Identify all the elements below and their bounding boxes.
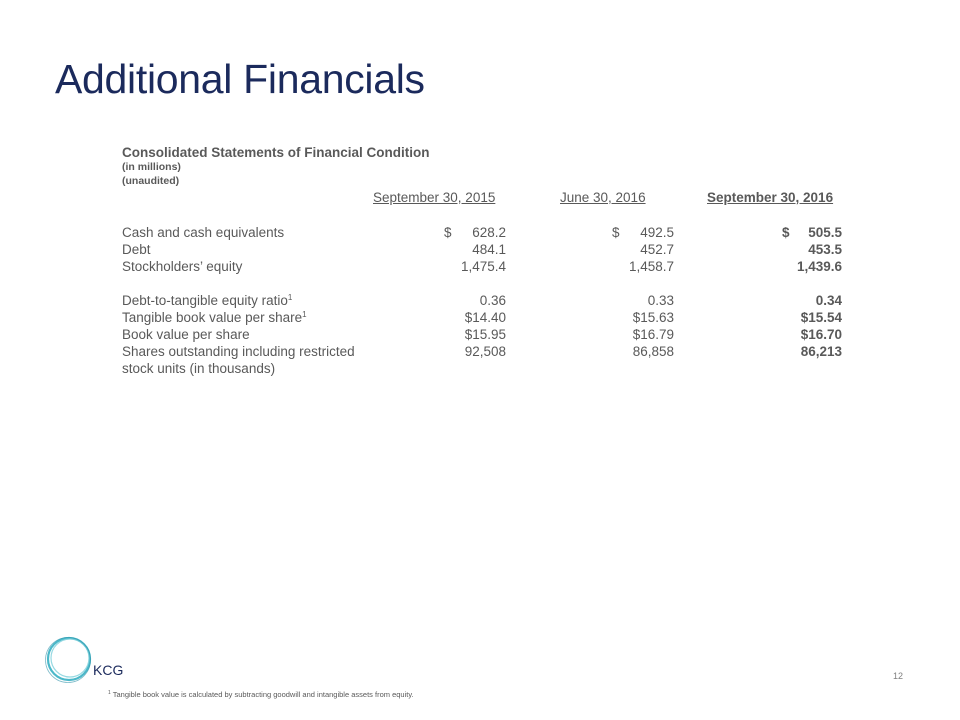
kcg-logo-icon bbox=[44, 634, 94, 684]
row-label bbox=[122, 310, 307, 325]
row-label-text: Tangible book value per share bbox=[122, 310, 303, 325]
row-label-line2: stock units (in thousands) bbox=[122, 361, 276, 376]
currency-symbol: $ bbox=[444, 225, 452, 240]
value-sep-2015: 92,508 bbox=[464, 344, 506, 359]
value-sep-2015: $15.95 bbox=[464, 327, 506, 342]
table-audit-note: (unaudited) bbox=[122, 175, 180, 187]
table-row-shares bbox=[122, 344, 842, 378]
value-jun-2016: 492.5 bbox=[640, 225, 674, 240]
row-label: Stockholders’ equity bbox=[122, 259, 243, 274]
value-sep-2015: 628.2 bbox=[472, 225, 506, 240]
column-header-jun-2016: June 30, 2016 bbox=[560, 190, 646, 205]
value-sep-2015: $14.40 bbox=[464, 310, 506, 325]
table-row-tangible-bv bbox=[122, 310, 842, 327]
value-sep-2016: 505.5 bbox=[808, 225, 842, 240]
currency-symbol: $ bbox=[782, 225, 790, 240]
table-row-debt bbox=[122, 242, 842, 259]
value-sep-2016: 453.5 bbox=[808, 242, 842, 257]
table-row-debt-ratio bbox=[122, 293, 842, 310]
row-label-text: Debt-to-tangible equity ratio bbox=[122, 293, 288, 308]
value-sep-2016: $15.54 bbox=[800, 310, 842, 325]
row-label: Debt bbox=[122, 242, 151, 257]
table-row-cash bbox=[122, 225, 842, 242]
footnote bbox=[108, 690, 414, 699]
row-label: Cash and cash equivalents bbox=[122, 225, 285, 240]
value-jun-2016: 86,858 bbox=[632, 344, 674, 359]
footnote-ref: 1 bbox=[302, 310, 307, 319]
page-number: 12 bbox=[893, 671, 904, 681]
currency-symbol: $ bbox=[612, 225, 620, 240]
value-jun-2016: 0.33 bbox=[647, 293, 674, 308]
footnote-ref: 1 bbox=[287, 293, 293, 302]
value-jun-2016: $16.79 bbox=[632, 327, 674, 342]
logo-text: KCG bbox=[93, 662, 124, 678]
row-label: Book value per share bbox=[122, 327, 250, 342]
value-sep-2015: 1,475.4 bbox=[460, 259, 506, 274]
value-jun-2016: $15.63 bbox=[632, 310, 674, 325]
page-title: Additional Financials bbox=[55, 56, 425, 102]
row-label: Shares outstanding including restricted bbox=[122, 344, 355, 359]
value-jun-2016: 1,458.7 bbox=[628, 259, 674, 274]
table-header bbox=[122, 145, 430, 188]
footnote-mark: 1 bbox=[108, 690, 111, 696]
table-heading: Consolidated Statements of Financial Condition bbox=[122, 145, 430, 160]
column-header-sep-2015: September 30, 2015 bbox=[373, 190, 496, 205]
value-sep-2016: 86,213 bbox=[800, 344, 842, 359]
value-sep-2016: $16.70 bbox=[800, 327, 842, 342]
footnote-text: Tangible book value is calculated by subtracting goodwill and intangible assets from equity. bbox=[112, 690, 414, 699]
table-units: (in millions) bbox=[122, 161, 181, 173]
value-sep-2015: 0.36 bbox=[479, 293, 506, 308]
table-row-equity bbox=[122, 259, 842, 276]
column-header-sep-2016: September 30, 2016 bbox=[707, 190, 834, 205]
value-jun-2016: 452.7 bbox=[640, 242, 674, 257]
table-row-bv bbox=[122, 327, 842, 344]
value-sep-2016: 0.34 bbox=[815, 293, 842, 308]
value-sep-2015: 484.1 bbox=[472, 242, 506, 257]
row-label bbox=[122, 293, 292, 308]
value-sep-2016: 1,439.6 bbox=[796, 259, 842, 274]
